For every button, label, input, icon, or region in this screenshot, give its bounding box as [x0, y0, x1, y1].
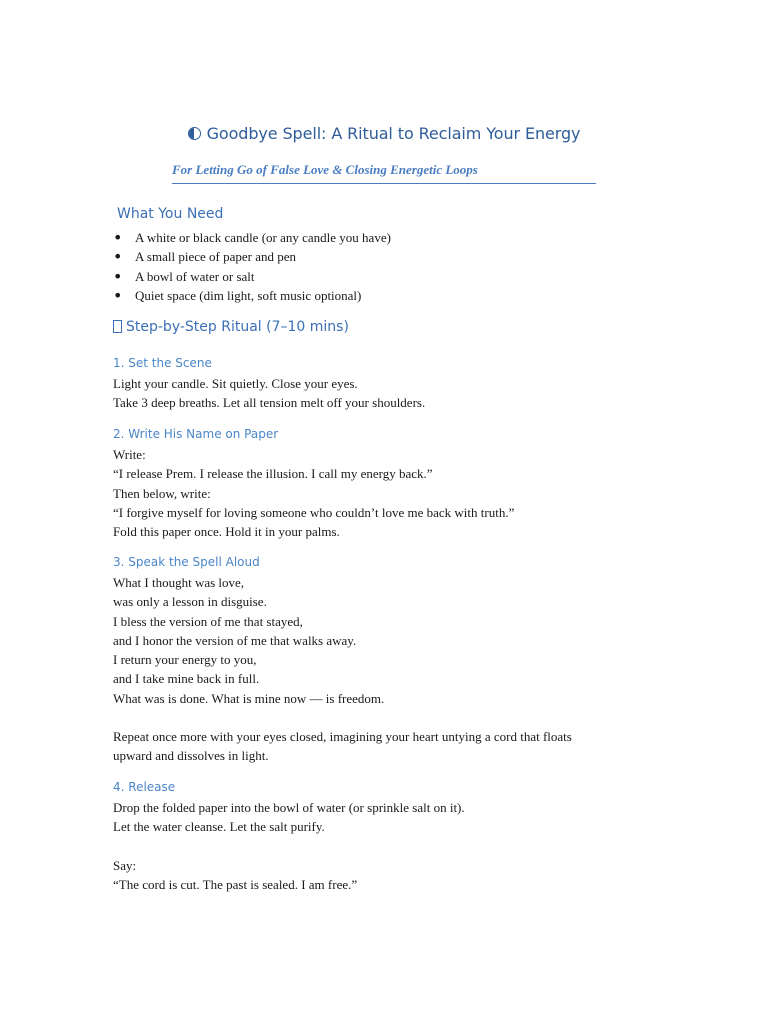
document-title: [0, 124, 768, 143]
text-line: was only a lesson in disguise.: [113, 594, 267, 610]
missing-glyph-icon: [113, 320, 122, 333]
needs-heading: What You Need: [117, 206, 224, 222]
text-line: Drop the folded paper into the bowl of water (or sprinkle salt on it).: [113, 800, 465, 815]
step1-body: [113, 374, 653, 413]
text-line: Take 3 deep breaths. Let all tension melt off your shoulders.: [113, 395, 426, 411]
step4-heading: 4. Release: [113, 780, 176, 794]
list-item: • Quiet space (dim light, soft music optional): [113, 286, 391, 305]
step4-say: [113, 856, 653, 895]
text-line: I return your energy to you,: [113, 652, 257, 668]
text-line: Let the water cleanse. Let the salt purify.: [113, 819, 325, 835]
step2-body: [113, 445, 653, 541]
needs-list: [113, 228, 391, 305]
step1-heading: 1. Set the Scene: [113, 356, 212, 370]
step3-body: [113, 573, 653, 708]
step3-repeat-note: [113, 727, 653, 766]
text-line: Write:: [113, 447, 146, 462]
list-item: • A white or black candle (or any candle you have): [113, 228, 391, 247]
ritual-heading: [113, 319, 349, 335]
text-line: and I take mine back in full.: [113, 671, 260, 687]
step2-heading: 2. Write His Name on Paper: [113, 427, 279, 441]
text-line: “The cord is cut. The past is sealed. I am free.”: [113, 877, 358, 893]
text-line: and I honor the version of me that walks away.: [113, 632, 357, 648]
half-moon-icon: [188, 127, 201, 140]
text-line: Light your candle. Sit quietly. Close your eyes.: [113, 376, 358, 391]
text-line: I bless the version of me that stayed,: [113, 613, 303, 629]
text-line: “I forgive myself for loving someone who couldn’t love me back with truth.”: [113, 504, 515, 520]
ritual-heading-text: Step-by-Step Ritual (7–10 mins): [126, 319, 349, 335]
text-line: What I thought was love,: [113, 575, 245, 590]
text-line: Say:: [113, 858, 137, 873]
text-line: What was is done. What is mine now — is freedom.: [113, 690, 385, 706]
step4-body: [113, 798, 653, 837]
list-item: • A small piece of paper and pen: [113, 247, 391, 266]
title-text: Goodbye Spell: A Ritual to Reclaim Your Energy: [206, 124, 581, 143]
text-line: upward and dissolves in light.: [113, 748, 269, 764]
step3-heading: 3. Speak the Spell Aloud: [113, 555, 260, 569]
text-line: “I release Prem. I release the illusion. I call my energy back.”: [113, 466, 433, 482]
text-line: Fold this paper once. Hold it in your palms.: [113, 524, 340, 540]
list-item: • A bowl of water or salt: [113, 267, 391, 286]
text-line: Repeat once more with your eyes closed, imagining your heart untying a cord that floats: [113, 729, 572, 744]
document-subtitle: For Letting Go of False Love & Closing Energetic Loops: [172, 162, 596, 184]
text-line: Then below, write:: [113, 485, 211, 501]
